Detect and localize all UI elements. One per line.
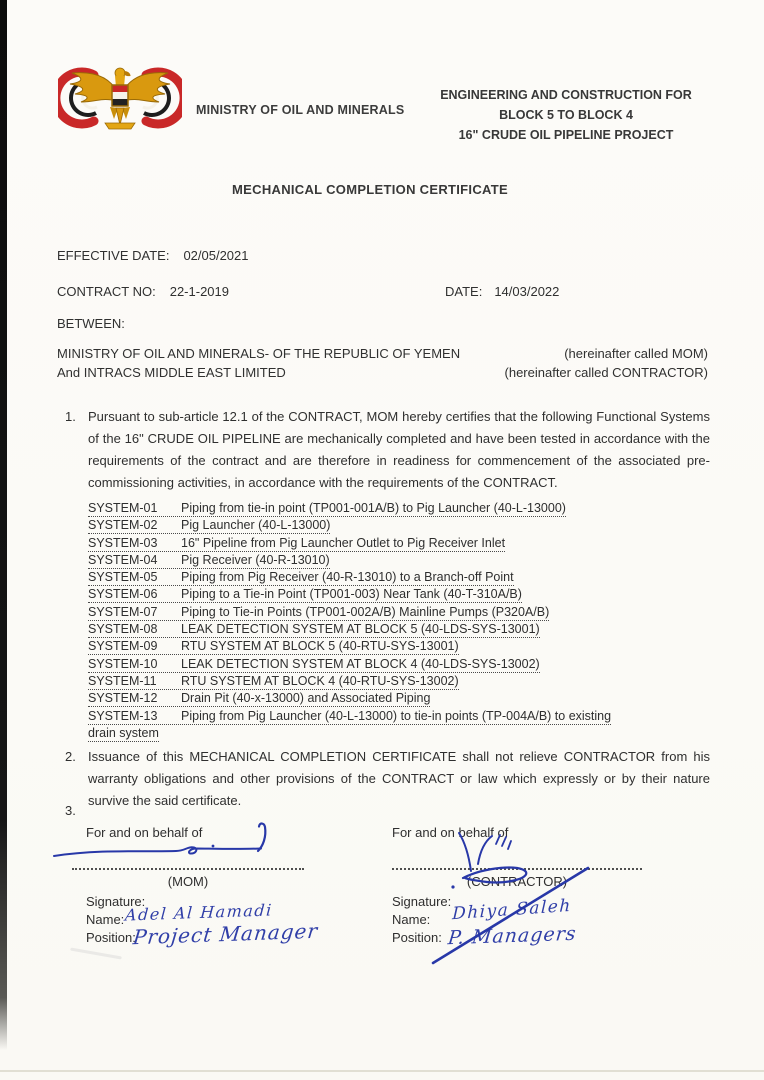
position-label: Position: — [86, 930, 136, 945]
system-row — [88, 622, 678, 639]
project-line1: ENGINEERING AND CONSTRUCTION FOR — [440, 88, 692, 102]
scan-bottom-line-artifact — [0, 1070, 764, 1072]
contractor-name-handwriting: Dhiya Saleh — [451, 895, 573, 925]
system-id: SYSTEM-11 — [88, 673, 157, 688]
system-id: SYSTEM-10 — [88, 656, 158, 671]
for-and-on-behalf-label: For and on behalf of — [392, 825, 509, 840]
system-row — [88, 691, 678, 708]
system-description: 16" Pipeline from Pig Launcher Outlet to Pig Receiver Inlet — [181, 535, 506, 550]
system-id: SYSTEM-07 — [88, 604, 158, 619]
system-description-continued: drain system — [88, 725, 159, 740]
system-description: RTU SYSTEM AT BLOCK 5 (40-RTU-SYS-13001) — [181, 639, 459, 654]
system-description: Pig Receiver (40-R-13010) — [181, 552, 330, 567]
parties-block — [57, 344, 708, 382]
party-abbrev: (CONTRACTOR) — [466, 874, 568, 889]
system-row — [88, 639, 678, 656]
mom-signature-icon — [50, 820, 280, 872]
contract-no-label: CONTRACT NO: — [57, 284, 156, 299]
project-header — [440, 85, 692, 145]
clause-number: 3. — [65, 803, 76, 818]
system-id: SYSTEM-12 — [88, 691, 158, 706]
name-label: Name: — [86, 912, 125, 927]
date-label: DATE: — [445, 284, 483, 299]
system-row — [88, 570, 678, 587]
system-id: SYSTEM-01 — [88, 501, 158, 515]
system-row — [88, 674, 678, 691]
system-row — [88, 605, 678, 622]
system-id: SYSTEM-09 — [88, 639, 158, 654]
system-row — [88, 587, 678, 604]
project-line3: 16" CRUDE OIL PIPELINE PROJECT — [458, 128, 674, 142]
system-id: SYSTEM-06 — [88, 587, 158, 602]
position-label: Position: — [392, 930, 442, 945]
yemen-emblem-icon — [58, 63, 182, 133]
system-description: LEAK DETECTION SYSTEM AT BLOCK 4 (40-LDS-SYS-13002) — [181, 656, 540, 671]
system-id: SYSTEM-08 — [88, 622, 158, 637]
system-description: Piping from tie-in point (TP001-001A/B) to Pig Launcher (40-L-13000) — [181, 501, 566, 515]
signature-label: Signature: — [392, 894, 452, 909]
system-id: SYSTEM-03 — [88, 535, 158, 550]
clause-text — [88, 800, 710, 822]
mom-position-handwriting: Project Manager — [131, 918, 320, 950]
system-description: Piping to Tie-in Points (TP001-002A/B) Mainline Pumps (P320A/B) — [181, 604, 550, 619]
system-description: Piping to a Tie-in Point (TP001-003) Near Tank (40-T-310A/B) — [181, 587, 522, 602]
functional-systems-list — [88, 501, 678, 743]
contract-row — [57, 284, 708, 299]
system-id: SYSTEM-02 — [88, 518, 158, 533]
date-value: 14/03/2022 — [494, 284, 560, 299]
system-description: LEAK DETECTION SYSTEM AT BLOCK 5 (40-LDS-SYS-13001) — [181, 622, 540, 637]
clause-1 — [65, 406, 710, 494]
system-row — [88, 536, 678, 553]
clause-number: 2. — [65, 749, 76, 764]
system-description: Piping from Pig Receiver (40-R-13010) to a Branch-off Point — [181, 570, 514, 585]
clause-text: Pursuant to sub-article 12.1 of the CONTRACT, MOM hereby certifies that the following Functional Systems of the 16" CRUDE OIL PIPELINE are mechanically completed and have been tested in accordance with the requirements of the contract and are therefore in readiness for commencement of the associated pre-commissioning activities, in accordance with the requirements of the CONTRACT. — [88, 409, 710, 490]
date-row — [445, 284, 559, 299]
clause-3 — [65, 800, 710, 822]
effective-date-row — [57, 248, 249, 263]
effective-date-value: 02/05/2021 — [183, 248, 249, 263]
system-description: RTU SYSTEM AT BLOCK 4 (40-RTU-SYS-13002) — [181, 673, 459, 688]
system-row-continuation — [88, 726, 678, 743]
effective-date-label: EFFECTIVE DATE: — [57, 248, 170, 263]
system-id: SYSTEM-13 — [88, 708, 158, 723]
system-row — [88, 709, 678, 726]
between-label: BETWEEN: — [57, 316, 125, 331]
contractor-position-handwriting: P. Managers — [446, 922, 578, 950]
signature-label: Signature: — [86, 894, 146, 909]
system-id: SYSTEM-04 — [88, 552, 158, 567]
system-description: Piping from Pig Launcher (40-L-13000) to tie-in points (TP-004A/B) to existing — [181, 708, 612, 723]
party-name: And INTRACS MIDDLE EAST LIMITED — [57, 365, 286, 380]
clause-number: 1. — [65, 409, 76, 424]
mom-name-handwriting: Adel Al Hamadi — [124, 900, 274, 925]
for-and-on-behalf-label: For and on behalf of — [86, 825, 203, 840]
ministry-name: MINISTRY OF OIL AND MINERALS — [196, 103, 405, 117]
system-id: SYSTEM-05 — [88, 570, 158, 585]
clause-text: Issuance of this MECHANICAL COMPLETION CERTIFICATE shall not relieve CONTRACTOR from his warranty obligations and other provisions of the CONTRACT or law which expressly or by their nature survive the said certificate. — [88, 749, 710, 808]
party-abbrev: (MOM) — [167, 874, 209, 889]
scan-edge-artifact — [0, 0, 7, 1050]
system-row — [88, 553, 678, 570]
name-label: Name: — [392, 912, 431, 927]
party-alias: (hereinafter called CONTRACTOR) — [504, 365, 708, 380]
party-alias: (hereinafter called MOM) — [564, 346, 708, 361]
party-row — [57, 344, 708, 363]
project-line2: BLOCK 5 TO BLOCK 4 — [499, 108, 633, 122]
system-description: Pig Launcher (40-L-13000) — [181, 518, 331, 533]
party-name: MINISTRY OF OIL AND MINERALS- OF THE REPUBLIC OF YEMEN — [57, 346, 461, 361]
system-description: Drain Pit (40-x-13000) and Associated Piping — [181, 691, 431, 706]
system-row — [88, 657, 678, 674]
document-title: MECHANICAL COMPLETION CERTIFICATE — [232, 182, 508, 197]
system-row — [88, 518, 678, 535]
party-row — [57, 363, 708, 382]
system-row — [88, 501, 678, 518]
contract-no-value: 22-1-2019 — [169, 284, 229, 299]
